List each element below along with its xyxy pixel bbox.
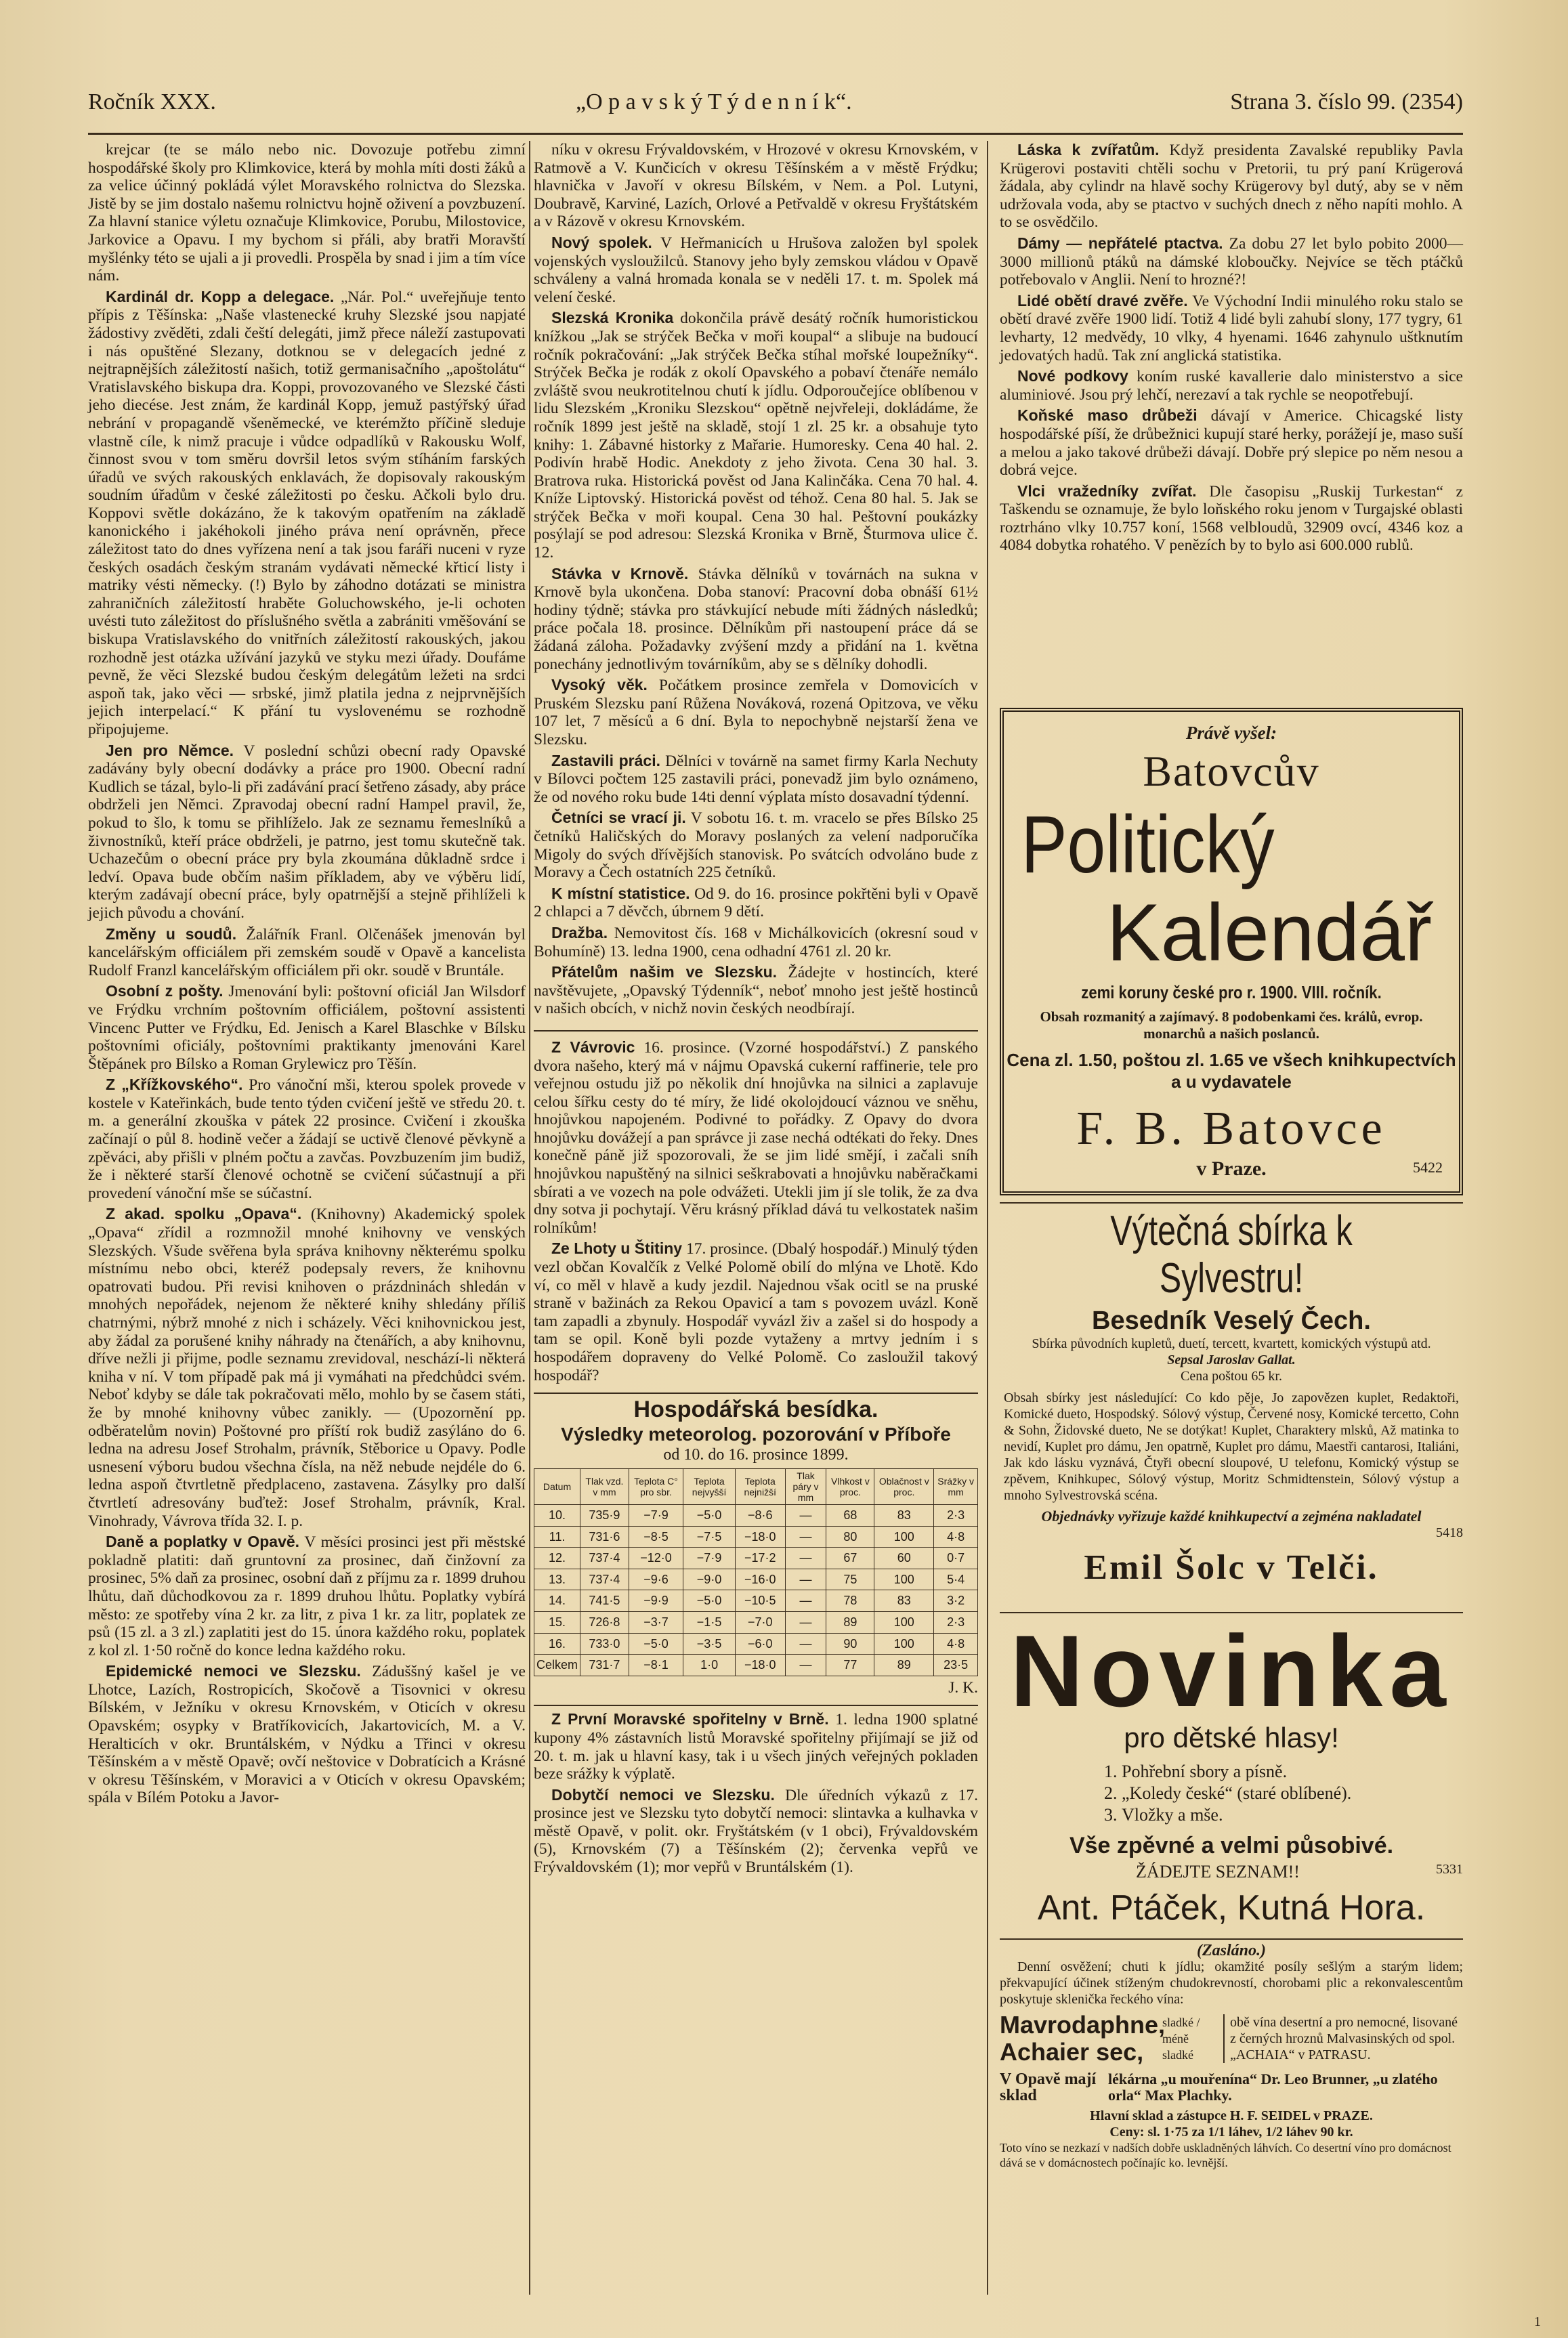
weather-cell: 731·7 [580, 1655, 629, 1676]
ad-subtitle: pro dětské hlasy! [1124, 1722, 1339, 1754]
weather-cell: −16·0 [735, 1569, 785, 1590]
ad-contents: Obsah sbírky jest následující: Co kdo pěje, Jo zapovězen kuplet, Redaktoři, Komické dueto, Hospodský. Sólový výstup, Červené nosy, Komické tercetto, Cohn & Sohn, Židovské dueto, Ne se dotýkat! Kuplet, Charaktery mlsků, Až matinka to nevidí, Kuplet pro dámu, Jen opatrně, Kuplet pro dámu, Maestři cantarosi, Italiáni, Jak kdo lásku vyznává, Čtyři obecní sloupové, U telefonu, Komický výstup se zpěvem, Knihkupec, Sólový výstup, Moritz Schmidtenstein, Sólový výstup a mnoho Sylvestrovská scéna. [1004, 1390, 1459, 1503]
article [88, 1205, 526, 1530]
ad-item: 2. „Koledy české“ (staré oblíbené). [1122, 1783, 1463, 1804]
article [88, 1662, 526, 1807]
weather-column-header: Oblačnost v proc. [874, 1468, 934, 1504]
weather-cell: 4·8 [934, 1526, 978, 1548]
article-text: dávají v Americe. Chicagské listy hospodářské píší, že drůbežnici kupují staré herky, porážejí je, maso suší a melou a jako takové drůbeži dávají. Dobře prý slepice po něm nesou a dobrá vejce. [1000, 407, 1464, 480]
article-text: Dle úředních výkazů z 17. prosince jest ve Slezsku tyto dobytčí nemoci: slintavka a kulhavka v městě Opavě, v polit. okr. Fryštátském (v 1 obci), Frývaldovském (5), Krnovském (7) a Těšínském (2); červenka vepřů ve Frývaldovském (1); mor vepřů v Bruntálském (1). [534, 1786, 979, 1877]
article [1000, 141, 1463, 232]
article [534, 676, 978, 748]
article-title: K místní statistice. [551, 884, 690, 902]
article-text: 1. ledna 1900 splatné kupony 4% zástavních listů Moravské spořitelny přijímají se již od 20. t. m. jak u hlavní kasy, tak i u všech jiných veřejných pokladen beze srážky k výplatě. [534, 1711, 978, 1783]
weather-cell: 4·8 [934, 1633, 978, 1655]
weather-cell: — [785, 1504, 826, 1526]
ad-title: (Zasláno.) [1197, 1942, 1266, 1959]
article-text: (Knihovny) Akademický spolek „Opava“ zřídil a rozmnožil mnohé knihovny ve venských Slezských. Všude svěřena byla správa knihovny některému spolku místnímu nebo obci, kteréž podepsaly revers, že knihovnu opatrovati budou. Při revisi knihoven o prázdninách shledán v mnohých nepořádek, nejenom že některé knihy shledány příliš chatrnými, nýbrž mnohé z nich i scházely. Věci knihovnickou jest, aby žádal za porušené knihy náhrady na čtenářích, a aby knihovnu, dříve nežli ji přijme, podle seznamu zrevidoval, neschází-li některá kniha v ní. V tom případě pak má ji vymáhati na předchůdci svém. Neboť kdyby se dále tak pokračovati mělo, mohlo by se časem státi, že by mnohé knihovny vůbec zanikly. — (Upozornění pp. odběratelům novin) Poštovné pro příští rok budiž zasýláno do 6. ledna na adresu Josef Strohalm, právník, Stěborice u Opavy. Podle usnesení výboru budou všechna čísla, na něž nebude nejdéle do 6. ledna aspoň čtvrtletně předplaceno, zastavena. Zásylky pro další čtvrtletí adresovány buďtež: Josef Strohalm, právník, Kral. Vinohrady, Vávrova třída 32. I. p. [88, 1206, 526, 1530]
weather-cell: 67 [826, 1548, 874, 1569]
article [88, 982, 526, 1073]
article-title: Láska k zvířatům. [1017, 141, 1160, 158]
weather-cell: −18·0 [735, 1526, 785, 1548]
weather-row [534, 1569, 978, 1590]
article-text: Ve Východní Indii minulého roku stalo se obětí dravé zvěře 1900 lidí. Totiž 4 lidé byli zahubí slony, 177 tygry, 61 levharty, 12 medvědy, 10 vlky, 4 hyenami. 1646 zahynulo uštknutím jedovatých hadů. Tak zní anglická statistika. [1000, 292, 1464, 364]
article-title: Kardinál dr. Kopp a delegace. [106, 287, 335, 305]
article-title: Nový spolek. [551, 233, 652, 251]
weather-cell: −1·5 [683, 1611, 736, 1633]
weather-column-header: Datum [534, 1468, 580, 1504]
header-rule [88, 133, 1463, 135]
article [1000, 234, 1463, 289]
weather-cell: 5·4 [934, 1569, 978, 1590]
article [534, 1786, 978, 1877]
weather-row [534, 1504, 978, 1526]
article [534, 809, 978, 881]
column-3-articles [1000, 141, 1463, 555]
ad-pharmacies: lékárna „u mouřenína“ Dr. Leo Brunner, „u zlatého orla“ Max Plachky. [1108, 2070, 1438, 2104]
weather-cell: −10·5 [735, 1590, 785, 1612]
sylvestr-ad [1000, 1202, 1463, 1609]
article-title: Z akad. spolku „Opava“. [106, 1205, 302, 1223]
ad-request [1000, 1862, 1463, 1882]
weather-table-body [534, 1504, 978, 1676]
article-text: Jmenování byli: poštovní oficiál Jan Wilsdorf ve Frýdku vrchním poštovním officiálem, poštovní assistenti Vincenc Putter ve Frýdku, Ed. Jenisch a Karel Blaschke v Bílsku poštovními oficiály, poštovními praktikanty jmenováni Karel Štěpánek pro Bílsko a Roman Grylewicz pro Těšín. [88, 983, 526, 1073]
column-1 [88, 141, 526, 1810]
article [534, 885, 978, 921]
weather-cell: 733·0 [580, 1633, 629, 1655]
weather-cell: 14. [534, 1590, 580, 1612]
ad-intro: Právě vyšel: [1185, 723, 1277, 743]
article-title: Slezská Kronika [551, 309, 674, 327]
article-text: Za dobu 27 let bylo pobito 2000—3000 millionů ptáků na dámské kloboučky. Nejvíce se těch ptáčků potřebovalo v Anglii. Není to hrozné?! [1000, 234, 1463, 289]
article-text: koním ruské kavallerie dalo ministerstvo a sice aluminiové. Jsou prý lehčí, nerezaví a tak rychle se neopotřebují. [1000, 368, 1463, 404]
weather-row [534, 1590, 978, 1612]
article [88, 1076, 526, 1202]
weather-cell: 3·2 [934, 1590, 978, 1612]
article [534, 963, 978, 1018]
weather-title: Výsledky meteorolog. pozorování v Příboře [561, 1423, 951, 1445]
weather-row [534, 1548, 978, 1569]
weather-cell: 68 [826, 1504, 874, 1526]
column-1-articles [88, 141, 526, 1807]
article [534, 1038, 978, 1237]
section-rule [534, 1021, 978, 1032]
weather-cell: 100 [874, 1611, 934, 1633]
weather-cell: 100 [874, 1633, 934, 1655]
article-title: Dámy — nepřátelé ptactva. [1017, 234, 1223, 252]
page-corner-number: 1 [1534, 2314, 1541, 2329]
ad-headline-1: Politický [1021, 799, 1275, 890]
article [88, 1533, 526, 1659]
ad-item: 3. Vložky a mše. [1122, 1804, 1463, 1826]
weather-period: od 10. do 16. prosince 1899. [663, 1446, 849, 1464]
weather-cell: — [785, 1526, 826, 1548]
weather-cell: 89 [826, 1611, 874, 1633]
weather-cell: 75 [826, 1569, 874, 1590]
weather-cell: −12·0 [629, 1548, 683, 1569]
ad-number: 5422 [1413, 1159, 1443, 1176]
ad-firm: Ant. Ptáček, Kutná Hora. [1037, 1888, 1426, 1928]
ad-number: 5418 [1436, 1525, 1463, 1540]
weather-cell: — [785, 1633, 826, 1655]
volume-label: Ročník XXX. [88, 89, 216, 114]
article-text: Stávka dělníků v továrnách na sukna v Krnově byla ukončena. Doba stanoví: Pracovní doba obnáší 61½ hodiny týdně; stávka pro stávkující nebude míti žádných následků; práce počala 18. prosince. Dělníkům při nastoupení práce dá se žádaná záloha. Požadavky zvýšení mzdy a přidání na 1. května ponechány jednotlivým továrníkům, aby se s dělníky dohodli. [534, 565, 979, 673]
weather-cell: −9·9 [629, 1590, 683, 1612]
article [88, 742, 526, 922]
weather-cell: −3·7 [629, 1611, 683, 1633]
ad-author: Sepsal Jaroslav Gallat. [1167, 1353, 1296, 1367]
article-text: 17. prosince. (Dbalý hospodář.) Minulý týden vezl občan Kovalčík z Velké Polomě obilí do mlýna ve Lhotě. Kdo ví, co měl v hlavě a kudy jezdil. Najednou však ocitl se na pruské straně v bažinách za Rekou Opavicí a tam s povozem uvázl. Koně tam zapadli a zbynuly. Hospodář vyvázl živ a zašel si do hospody a tam se opil. Koně byli pozde vytaženy a mrtvy jedním i s hospodářem dopraveny do Velké Polomě. Co zasloužil takový hospodář? [534, 1240, 978, 1384]
article-text: Od 9. do 16. prosince pokřtěni byli v Opavě 2 chlapci a 7 děvčch, úbrnem 9 dětí. [534, 885, 979, 921]
article-title: Z Vávrovic [551, 1038, 635, 1056]
ad-stock-block [1000, 2071, 1463, 2104]
weather-cell: 737·4 [580, 1569, 629, 1590]
weather-row [534, 1611, 978, 1633]
weather-cell: −5·0 [629, 1633, 683, 1655]
page-number-label: Strana 3. číslo 99. (2354) [1230, 89, 1463, 114]
weather-cell: 0·7 [934, 1548, 978, 1569]
article [534, 309, 978, 561]
article-text: níku v okresu Frývaldovském, v Hrozové v okresu Krnovském, v Ratmově a V. Kunčicích v okresu Těšínském a v městě Frýdku; hlavnička v Javoří v okresu Bílském, v Nem. a Pol. Lutyni, Doubravě, Karviné, Lazích, Orlové a Petřvaldě v okresu Fryštátském a v Rázově v okresu Krnovském. [534, 141, 978, 231]
article [88, 925, 526, 980]
weather-cell: −6·0 [735, 1633, 785, 1655]
article-title: Z První Moravské spořitelny v Brně. [551, 1710, 829, 1728]
column-divider-1 [529, 141, 530, 2295]
article [534, 752, 978, 807]
weather-cell: −7·9 [683, 1548, 736, 1569]
weather-cell: — [785, 1611, 826, 1633]
article-title: Jen pro Němce. [106, 741, 234, 759]
article-text: dokončila právě desátý ročník humoristickou knížkou „Jak se strýček Bečka v moři koupal“ a slibuje na budoucí ročník pokračování: „Jak strýček Bečka stíhal mořské loupežníky“. Strýček Bečka je rodák z okolí Opavského a pobaví čtenáře nemálo zvláště svou neukrotitelnou chutí k jídlu. Odporoučejíce oblíbenou v lidu Slezském „Kroniku Slezskou“ opětně nejvřeleji, dokládáme, že ročník 1899 jest ještě na skladě, stojí 1 zl. 25 kr. a obsahuje tyto knihy: 1. Zábavné historky z Mařarie. Humoresky. Cena 40 hal. 2. Podivín hrabě Hodic. Anekdoty z jeho života. Cena 30 hal. 3. Bratrova ruka. Historická pověst od Jana Kalinčáka. Cena 70 hal. 4. Kníže Liptovský. Historická pověst od téhož. Cena 80 hal. 5. Jak se strýček Bečka v moři koupal. Cena 30 hal. Peštovní poukázky posýlají se pod adresou: Slezská Kronika v Brně, Šturmova ulice č. 12. [534, 310, 979, 562]
weather-cell: −18·0 [735, 1655, 785, 1676]
article-title: Stávka v Krnově. [551, 564, 689, 582]
weather-column-header: Teplota nejvyšší [683, 1468, 736, 1504]
article-text: Pro vánoční mši, kterou spolek provede v kostele v Kateřinkách, bude tento týden cvičení ještě ve středu 20. t. m. a generální zkouška v pátek 22 prosince. Cvičení i zkouška začínají o půl 8. hodině večer a žádají se uctivě členové pěvkyně a zpěváci, aby přišli v plném počtu a zavčas. Povzbuzením jim budiž, že i některé starší členové ochotně se cvičení súčastnují a při provedení vánoční mše se súčastní. [88, 1076, 526, 1202]
ad-price: Cena poštou 65 kr. [1181, 1369, 1282, 1384]
newspaper-title: „O p a v s k ý T ý d e n n í k“. [576, 89, 852, 114]
weather-cell: −5·0 [683, 1504, 736, 1526]
ad-firm: F. B. Batovce [1076, 1103, 1386, 1155]
article-text: Žalářník Franl. Olčenášek jmenován byl kancelářským officiálem při zemském soudě v Opavě a kancelista Rudolf Franzl kancelářským officiálem při okr. soudě v Bruntále. [88, 925, 526, 979]
weather-cell: −3·5 [683, 1633, 736, 1655]
article-title: Ze Lhoty u Štitiny [551, 1239, 683, 1258]
ad-request-text: ŽÁDEJTE SEZNAM!! [1136, 1862, 1300, 1882]
weather-cell: 60 [874, 1548, 934, 1569]
article-title: Četníci se vrací ji. [551, 809, 686, 827]
weather-cell: 23·5 [934, 1655, 978, 1676]
section-title: Hospodářská besídka. [633, 1397, 878, 1423]
article [534, 234, 978, 306]
column-2-finance-news [534, 1710, 978, 1876]
article-title: Koňské maso drůbeži [1017, 406, 1198, 425]
article-text: „Nár. Pol.“ uveřejňuje tento přípis z Těšínska: „Naše vlastenecké kruhy Slezské jsou napjaté žádostivy zvěděti, zdali čeští delegáti, jimž přece náleží zastupovati i nás opuštěné Slezany, dotknou se v delegacích jedné z nejtrapnějších záležitostí našich, totiž germanisačního „apoštolátu“ Vratislavského biskupa dra. Koppi, provozovaného ve Slezské části jeho diecése. Jest znám, že kardinál Kopp, jemuž pastýřský úřad nebrání v propagandě všeněmecké, ve kterémžto příčině sleduje vlastně cíle, k nimž pracuje i vůdce odpadlíků v Rakousku Wolf, činnost svou v tom směru dovršil letos svým stíháním farských úřadů ve svých rakouských enklavách, že dopisovaly rakouským soudním úřadům v české záležitosti po česku. Ačkoli bylo dru. Koppovi světle dokázáno, že k takovým opatřením na základě kanonického i jakéhokoli jiného práva není oprávněn, přece záležitost tato do dnes vyřízena není a tak jsou faráři nuceni v ryze českých osadách českým stranám vydávati německé křticí listy i matriky vésti německy. (!) Bylo by záhodno dotázati se ministra zahraničních záležitostí hraběte Goluchowského, je-li ochoten uvésti tuto záležitost do příslušného světla a zabrániti vměšování se biskupa Vratislavského do vnitřních záležitostí rakouských, jakou rozhodně jest otázka užívání jazyků ve styku mezi úřady. Doufáme pevně, že věci Slezské budou českým delegátům ležeti na srdci aspoň tak, jako věci — srbské, jimž platila jedna z nejprvnějších jejich interpelací.“ K přání tu vyslovenému se rozhodně připojujeme. [88, 288, 526, 738]
ad-contents: Obsah rozmanitý a zajímavý. 8 podobenkami čes. králů, evrop. monarchů a našich poslanců. [1040, 1008, 1423, 1042]
zaslano-ad [1000, 1938, 1463, 2291]
article-text: Žádejte v hostincích, které navštěvujete, „Opavský Týdenník“, neboť mnoho jest ještě hostinců v našich obcích, v nichž novin českých neodbírají. [534, 964, 979, 1018]
weather-cell: 2·3 [934, 1504, 978, 1526]
article-text: V Heřmanicích u Hrušova založen byl spolek vojenských vysloužilců. Stanovy jeho byly zemskou vládou v Opavě schváleny a valná hromada konala se v neděli 17. t. m. Spolek má velení české. [534, 234, 978, 306]
column-2-local-news [534, 1038, 978, 1384]
weather-cell: — [785, 1590, 826, 1612]
article-title: Epidemické nemoci ve Slezsku. [106, 1662, 361, 1680]
article [1000, 367, 1463, 404]
ad-order-info: Objednávky vyřizuje každé knihkupectví a zejména nakladatel [1041, 1508, 1422, 1525]
article [534, 141, 978, 231]
article [1000, 482, 1463, 555]
ad-headline: Výtečná sbírka k Sylvestru! [1110, 1208, 1353, 1302]
ad-city: v Praze. [1196, 1157, 1267, 1180]
weather-cell: 80 [826, 1526, 874, 1548]
weather-cell: −5·0 [683, 1590, 736, 1612]
ad-number: 5331 [1436, 1862, 1463, 1877]
ad-rule [1000, 1938, 1463, 1940]
weather-cell: 15. [534, 1611, 580, 1633]
article-text: V poslední schůzi obecní rady Opavské zadávány byly obecní dodávky a práce pro 1900. Obecní radní Kudlich se tázal, bylo-li při zadávání prací šetřeno zásady, aby práce obdrželi jen Němci. Zpravodaj obecní radní Hampel pravil, že, pokud to šlo, k tomu se přihlíželo. Jak ze seznamu řemeslníků a živnostníků, kteří práce obdrželi, je patrno, jest tomu skutečně tak. Uchazečům o obecní práce pry byla zkoumána důkladně srdce i ledví. Opava bude občím našim příkladem, aby ve výběru lidí, kterým zadávají obecní práce, byly opatrnější a stejně přihlíželi k jejich původu a chování. [88, 742, 526, 922]
weather-cell: 737·4 [580, 1548, 629, 1569]
section-rule [534, 1387, 978, 1394]
ad-intro: Denní osvěžení; chuti k jídlu; okamžité posíly sešlým a starým lidem; překvapující účinek stíženým chudokrevností, chorobami plic a rekonvalescentům poskytuje sklenička řeckého vína: [1000, 1959, 1463, 2007]
weather-cell: 100 [874, 1526, 934, 1548]
weather-cell: −9·6 [629, 1569, 683, 1590]
article-text: Když presidenta Zavalské republiky Pavla Krügerovi postaviti chtěli sochu v Pretorii, tu prý paní Krügerová žádala, aby cylindr na hlavě sochy Krügerovy byl dutý, aby se v něm udržovala voda, aby se ptactvo v suchých dnech z něho napíti mohlo. A to se osvědčilo. [1000, 142, 1463, 232]
article-title: Zastavili práci. [551, 751, 660, 769]
ad-item-list [1101, 1761, 1463, 1826]
article-text: Dělníci v továrně na samet firmy Karla Nechuty v Bílovci počtem 125 zastavili práci, ponevadž jim bylo oznámeno, že od nového roku bude 14ti denní výplata místo dosavadní týdenní. [534, 752, 978, 806]
article-title: Dobytčí nemoci ve Slezsku. [551, 1785, 775, 1804]
weather-cell: 13. [534, 1569, 580, 1590]
weather-row [534, 1526, 978, 1548]
article [88, 141, 526, 285]
weather-cell: −8·5 [629, 1526, 683, 1548]
weather-cell: −17·2 [735, 1548, 785, 1569]
article-title: Lidé obětí dravé zvěře. [1017, 291, 1188, 310]
article-title: Daně a poplatky v Opavě. [106, 1533, 300, 1551]
article-title: Nové podkovy [1017, 367, 1128, 385]
column-divider-2 [987, 141, 988, 2295]
weather-cell: — [785, 1569, 826, 1590]
ad-main-store: Hlavní sklad a zástupce H. F. SEIDEL v PRAZE. [1090, 2108, 1373, 2123]
weather-cell: −7·9 [629, 1504, 683, 1526]
article-text: V měsíci prosinci jest při městské pokladně platiti: daň gruntovní za prosinec, daň činžovní za prosinec, 5% daň za prosinec, osobní daň z příjmu za r. 1899 druhou lhůtu, daň důchodkovou za r. 1899 druhou lhůtu. Poplatky vybírá město: ze spotřeby vína 2 kr. za litr, z piva 1 kr. za litr, poplatek ze psů (15 zl. a 3 zl.) zaplatiti jest do 15. února každého roku, poplatek z kol zl. 1·50 ročně do konce ledna každého roku. [88, 1533, 526, 1659]
ad-description: Sbírka původních kupletů, duetí, tercett, kvartett, komických výstupů atd. [1032, 1336, 1431, 1351]
batovec-calendar-ad [1000, 708, 1463, 1195]
ad-item: 1. Pohřební sbory a písně. [1122, 1761, 1463, 1783]
article-title: Osobní z pošty. [106, 982, 224, 1000]
ad-price: Cena zl. 1.50, poštou zl. 1.65 ve všech knihkupectvích a u vydavatele [1007, 1050, 1456, 1092]
article [1000, 292, 1463, 364]
weather-row [534, 1633, 978, 1655]
article-text: V sobotu 16. t. m. vracelo se přes Bílsko 25 četníků Haličských do Moravy poslaných za velení nadporučíka Migoly do svých dřívějších stanovisk. Po svátcích odvoláno bude z Moravy a Čech ostatních 225 četníků. [534, 809, 979, 882]
article [534, 565, 978, 674]
weather-cell: 89 [874, 1655, 934, 1676]
weather-column-header: Srážky v mm [934, 1468, 978, 1504]
weather-cell: 11. [534, 1526, 580, 1548]
weather-cell: 90 [826, 1633, 874, 1655]
article-title: Vlci vražedníky zvířat. [1017, 482, 1197, 500]
weather-cell: −7·0 [735, 1611, 785, 1633]
page-header [88, 89, 1463, 123]
ad-wine-types: sladké / méně sladké [1162, 2016, 1200, 2062]
ad-stock-label: V Opavě mají sklad [1000, 2070, 1097, 2104]
weather-column-header: Tlak vzd. v mm [580, 1468, 629, 1504]
article-text: Dle časopisu „Ruskij Turkestan“ z Taškendu se oznamuje, že bylo loňského roku jenom v Turgajské oblasti roztrháno vlky 10.757 koní, 1568 velbloudů, 32909 ovcí, 4346 koz a 4084 dobytka rohatého. V penězích by to bylo asi 600.000 rublů. [1000, 482, 1463, 555]
ad-wine-names: Mavrodaphne, Achaier sec, [1000, 2011, 1166, 2066]
weather-cell: 100 [874, 1569, 934, 1590]
column-3 [1000, 141, 1463, 557]
weather-cell: — [785, 1655, 826, 1676]
ad-publisher-name: Batovcův [1143, 747, 1320, 795]
ad-firm: Emil Šolc v Telči. [1084, 1548, 1379, 1587]
ad-prices: Ceny: sl. 1·75 za 1/1 láhev, 1/2 láhev 90 kr. [1109, 2125, 1353, 2140]
article-title: Vysoký věk. [551, 676, 648, 694]
weather-cell: 83 [874, 1590, 934, 1612]
weather-cell: 2·3 [934, 1611, 978, 1633]
weather-cell: 731·6 [580, 1526, 629, 1548]
ad-rule [1000, 1202, 1463, 1204]
ad-subtitle: zemi koruny české pro r. 1900. VIII. ročník. [1081, 982, 1382, 1002]
weather-cell: 726·8 [580, 1611, 629, 1633]
article [88, 288, 526, 739]
weather-cell: Celkem [534, 1655, 580, 1676]
article [534, 924, 978, 960]
weather-cell: −7·5 [683, 1526, 736, 1548]
weather-column-header: Teplota C° pro sbr. [629, 1468, 683, 1504]
article-title: Dražba. [551, 923, 608, 941]
article-title: Změny u soudů. [106, 924, 237, 943]
article [534, 1710, 978, 1783]
article-text: Záduššný kašel je ve Lhotce, Lazích, Rostropicích, Skočově a Tisovnici v okresu Bílském, v Ježníku v okresu Krnovském, v Oticích v okresu Opavském; osypky v Bratříkovicích, Jakartovicích, M. a V. Heralticích v okr. Bruntálském, v Nýdku a Třinci v okresu Těšínském a v městě Opavě; ovčí neštovice v Dobratícich a Krásné v okresu Těšínském, v Moravici a v Oticích v okresu Opavském; spála v Bílém Potoku a Javor- [88, 1663, 526, 1807]
weather-column-header: Teplota nejnižší [735, 1468, 785, 1504]
ad-subtitle: Besedník Veselý Čech. [1092, 1306, 1371, 1335]
article-text: Nemovitost čís. 168 v Michálkovicích (okresní soud v Bohumíně) 13. ledna 1900, cena odhadní 4761 zl. 20 kr. [534, 924, 978, 960]
weather-cell: 10. [534, 1504, 580, 1526]
weather-column-header: Tlak páry v mm [785, 1468, 826, 1504]
weather-cell: 741·5 [580, 1590, 629, 1612]
weather-table-header [534, 1468, 978, 1504]
weather-cell: 1·0 [683, 1655, 736, 1676]
ad-headline: Novinka [1010, 1614, 1453, 1728]
weather-cell: −8·1 [629, 1655, 683, 1676]
weather-signature: J. K. [948, 1678, 978, 1697]
weather-cell: 735·9 [580, 1504, 629, 1526]
article-text: Počátkem prosince zemřela v Domovicích v Pruském Slezsku paní Růžena Nováková, rozená Opitzova, ve věku 107 let, 7 měsíců a 6 dní. Byla to nepochybně nejstarší žena ve Slezsku. [534, 677, 979, 748]
article [1000, 406, 1463, 479]
ad-note: Toto víno se nezkazí v nadších dobře uskladněných láhvích. Co desertní víno pro domácnost dává se v domácnostech počínajíc ko. levnější. [1000, 2141, 1452, 2169]
weather-column-header: Vlhkost v proc. [826, 1468, 874, 1504]
article-title: Z „Křížkovského“. [106, 1076, 243, 1094]
article-title: Přátelům našim ve Slezsku. [551, 963, 778, 981]
section-rule [534, 1702, 978, 1706]
article-text: krejcar (te se málo nebo nic. Dovozuje potřebu zimní hospodářské školy pro Klimkovice, která by mohla míti dosti žáků a za velice účinný pokládá výlet Moravského rolnictva do Slezska. Jistě by se jim dostalo našemu rolnictvu hojně oživení a povzbuzení. Za hlavní stanice výletu označuje Klimkovice, Porubu, Milostovice, Jarkovice a Opavu. I my bychom si přáli, aby bratři Moravští myšlénky této se ujali a ji provedli. Prospěla by snad i jim a tím více nám. [88, 141, 526, 285]
weather-cell: 77 [826, 1655, 874, 1676]
column-2 [534, 141, 978, 1879]
weather-cell: 16. [534, 1633, 580, 1655]
ad-tagline: Vše zpěvné a velmi působivé. [1069, 1833, 1394, 1858]
weather-cell: −8·6 [735, 1504, 785, 1526]
weather-cell: 83 [874, 1504, 934, 1526]
novinka-ad [1000, 1612, 1463, 1928]
ad-wine-desc: obě vína desertní a pro nemocné, lisované z černých hroznů Malvasinských od spol. „ACHAIA“ v PATRASU. [1223, 2014, 1463, 2063]
weather-cell: — [785, 1548, 826, 1569]
article [534, 1239, 978, 1384]
weather-cell: 78 [826, 1590, 874, 1612]
weather-cell: 12. [534, 1548, 580, 1569]
weather-row [534, 1655, 978, 1676]
ad-wine-block [1000, 2012, 1463, 2066]
weather-cell: −9·0 [683, 1569, 736, 1590]
ad-headline-2: Kalendář [1106, 887, 1432, 978]
weather-table [534, 1468, 978, 1676]
article-text: 16. prosince. (Vzorné hospodářství.) Z panského dvora našeho, který má v nájmu Opavská cukerní raffinerie, tele pro veřejnou ostudu již po několik dní hnojůvka na silnici a zaplavuje celou šířku cesty do té míry, že lidé okolojdoucí váznou ve sněhu, hnojůvkou napojeném. Podivné to pořádky. Z Opavy do dvora hnojůvku dovážejí a pan správce ji zase nechá odtékati do řeky. Dnes konečně páně již spozorovali, že se jim lidé smějí, i začali sníh hnojůvkou napuštěný na silnici seškrabovati a hnojůvku naběračkami sbírati a ve vozech na pole odvážeti. Utekli jim jí sle tolik, že za dva dny sotva ji pochytají. Věru krásný příklad dává tu velkostatek našim rolníkům! [534, 1038, 978, 1237]
column-2-news [534, 141, 978, 1018]
